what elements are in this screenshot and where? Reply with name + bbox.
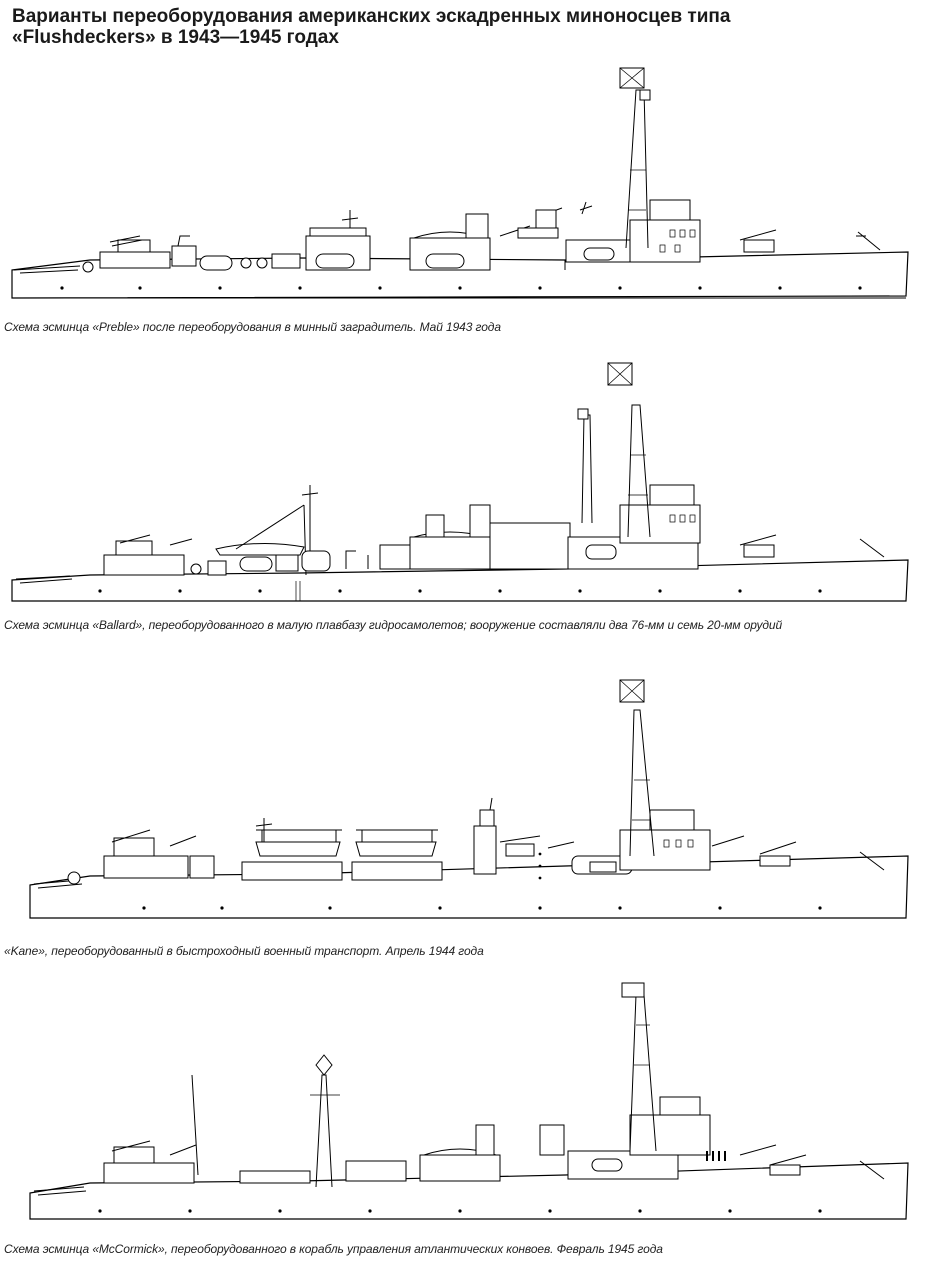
ship-profile-preble — [0, 60, 928, 310]
ship-profile-mccormick — [0, 975, 928, 1237]
ship-drawing-kane — [0, 670, 928, 930]
ship-drawing-preble — [0, 60, 928, 310]
title-line-2: «Flushdeckers» в 1943—1945 годах — [12, 27, 339, 48]
ship-caption-kane: «Kane», переоборудованный в быстроходный военный транспорт. Апрель 1944 года — [4, 944, 484, 958]
ship-drawing-mccormick — [0, 975, 928, 1237]
ship-profile-kane — [0, 670, 928, 930]
ship-caption-mccormick: Схема эсминца «McCormick», переоборудованного в корабль управления атлантических конвоев. Февраль 1945 года — [4, 1242, 663, 1256]
ship-drawing-ballard — [0, 355, 928, 615]
ship-caption-ballard: Схема эсминца «Ballard», переоборудованного в малую плавбазу гидросамолетов; вооружение составляли два 76-мм и семь 20-мм орудий — [4, 618, 783, 632]
ship-caption-preble: Схема эсминца «Preble» после переоборудования в минный заградитель. Май 1943 года — [4, 320, 501, 334]
page-title — [12, 6, 912, 48]
title-line-1: Варианты переоборудования американских эскадренных миноносцев типа — [12, 6, 731, 27]
ship-profile-ballard — [0, 355, 928, 615]
